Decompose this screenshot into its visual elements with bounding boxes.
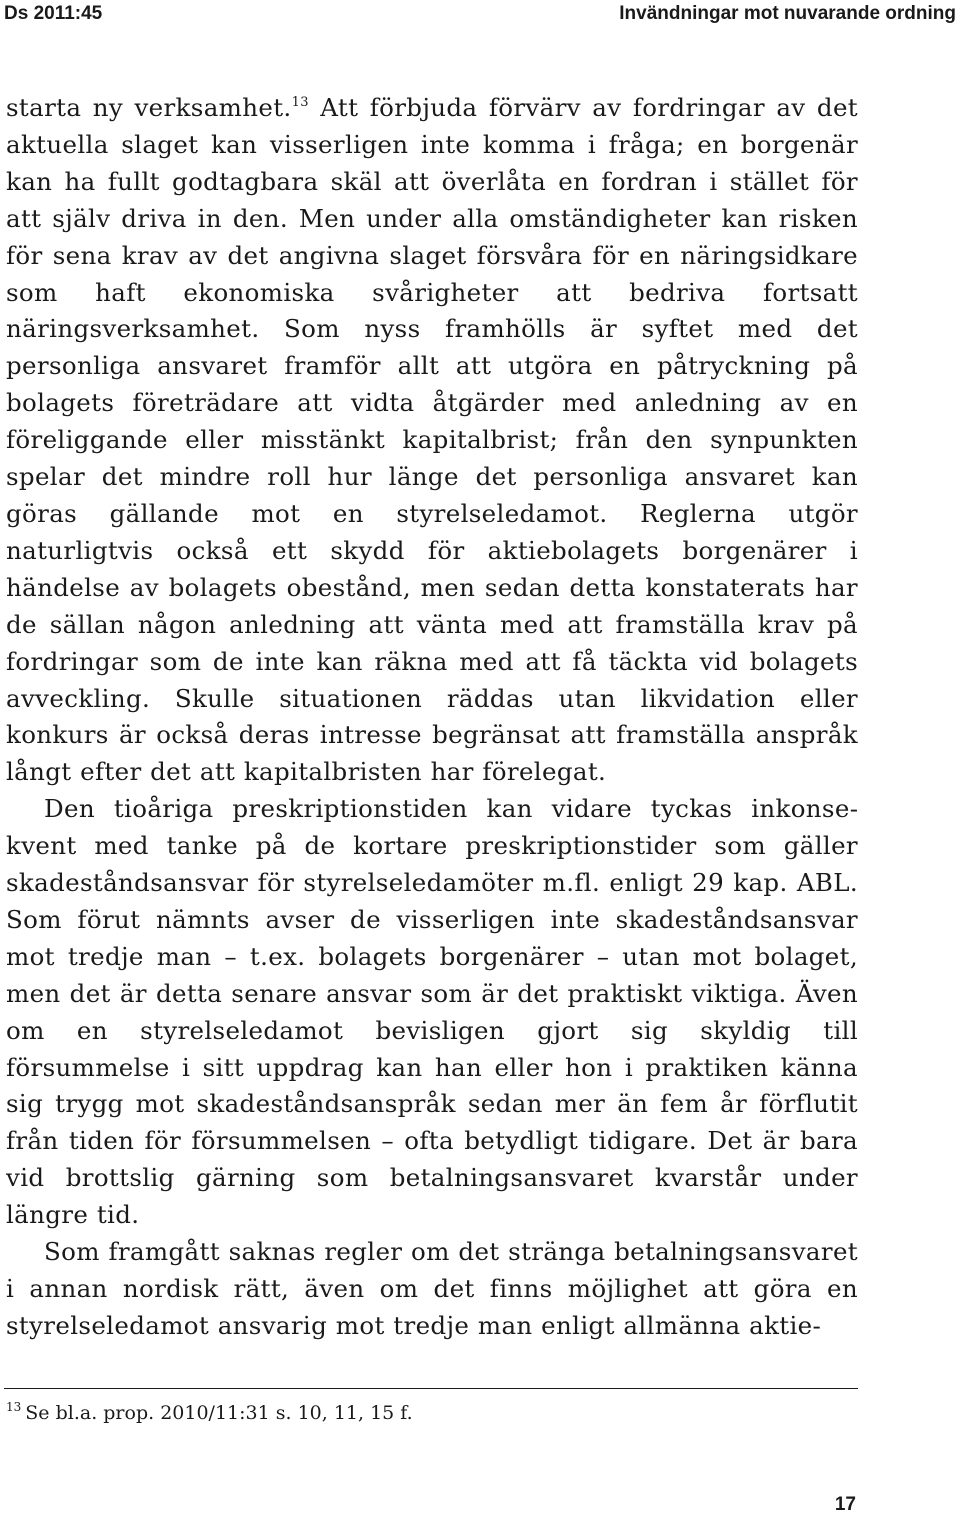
page-number: 17: [834, 1494, 856, 1515]
paragraph-1-start: starta ny verksamhet.: [6, 93, 292, 122]
section-title: Invändningar mot nuvarande ordning: [619, 3, 956, 24]
footnote-reference[interactable]: 13: [291, 95, 309, 110]
running-header: [0, 0, 960, 34]
document-id: Ds 2011:45: [4, 3, 103, 24]
body-text: [6, 90, 858, 1345]
footnote-divider: [4, 1388, 858, 1389]
paragraph-3: Som framgått saknas regler om det stränga betalningsansvaret i annan nordisk rätt, även om det finns möjlighet att göra en styrelseledamot ansvarig mot tredje man enligt allmänna aktie-: [6, 1237, 858, 1340]
footnote-number: 13: [6, 1400, 22, 1414]
footnote: [6, 1400, 413, 1424]
paragraph-2: Den tioåriga preskriptionstiden kan vidare tyckas inkonsekvent med tanke på de kortare preskriptionstider som gäller skadeståndsansvar för styrelseledamöter m.fl. enligt 29 kap. ABL. Som förut nämnts avser de visserligen inte skadeståndsansvar mot tredje man – t.ex. bolagets borgenärer – utan mot bolaget, men det är detta senare ansvar som är det praktiskt viktiga. Även om en styrelseledamot bevisligen gjort sig skyldig till försummelse i sitt uppdrag kan han eller hon i praktiken känna sig trygg mot skadeståndsanspråk sedan mer än fem år förflutit från tiden för försummelsen – ofta betydligt tidigare. Det är bara vid brottslig gärning som betalningsansvaret kvarstår under längre tid.: [6, 794, 858, 1230]
paragraph-1: [6, 90, 858, 791]
paragraph-1-rest: Att förbjuda förvärv av fordringar av det aktuella slaget kan visserligen inte komma i fråga; en borgenär kan ha fullt godtagbara skäl att överlåta en fordran i stället för att själv driva in den. Men under alla omständigheter kan risken för sena krav av det angivna slaget försvåra för en näringsidkare som haft ekonomiska svårigheter att bedriva fortsatt näringsverksamhet. Som nyss framhölls är syftet med det personliga ansvaret framför allt att utgöra en påtryckning på bolagets företrädare att vidta åtgärder med anledning av en föreliggande eller misstänkt kapitalbrist; från den synpunkten spelar det mindre roll hur länge det personliga ansvaret kan göras gällande mot en styrelseledamot. Reglerna utgör naturligtvis också ett skydd för aktiebolagets borgenärer i händelse av bolagets obestånd, men sedan detta konstaterats har de sällan någon anledning att vänta med att framställa krav på fordringar som de inte kan räkna med att få täckta vid bolagets avveckling. Skulle situationen räddas utan likvidation eller konkurs är också deras intresse begränsat att framställa anspråk långt efter det att kapitalbristen har förelegat.: [6, 93, 858, 787]
footnote-text: Se bl.a. prop. 2010/11:31 s. 10, 11, 15 f.: [25, 1402, 413, 1424]
